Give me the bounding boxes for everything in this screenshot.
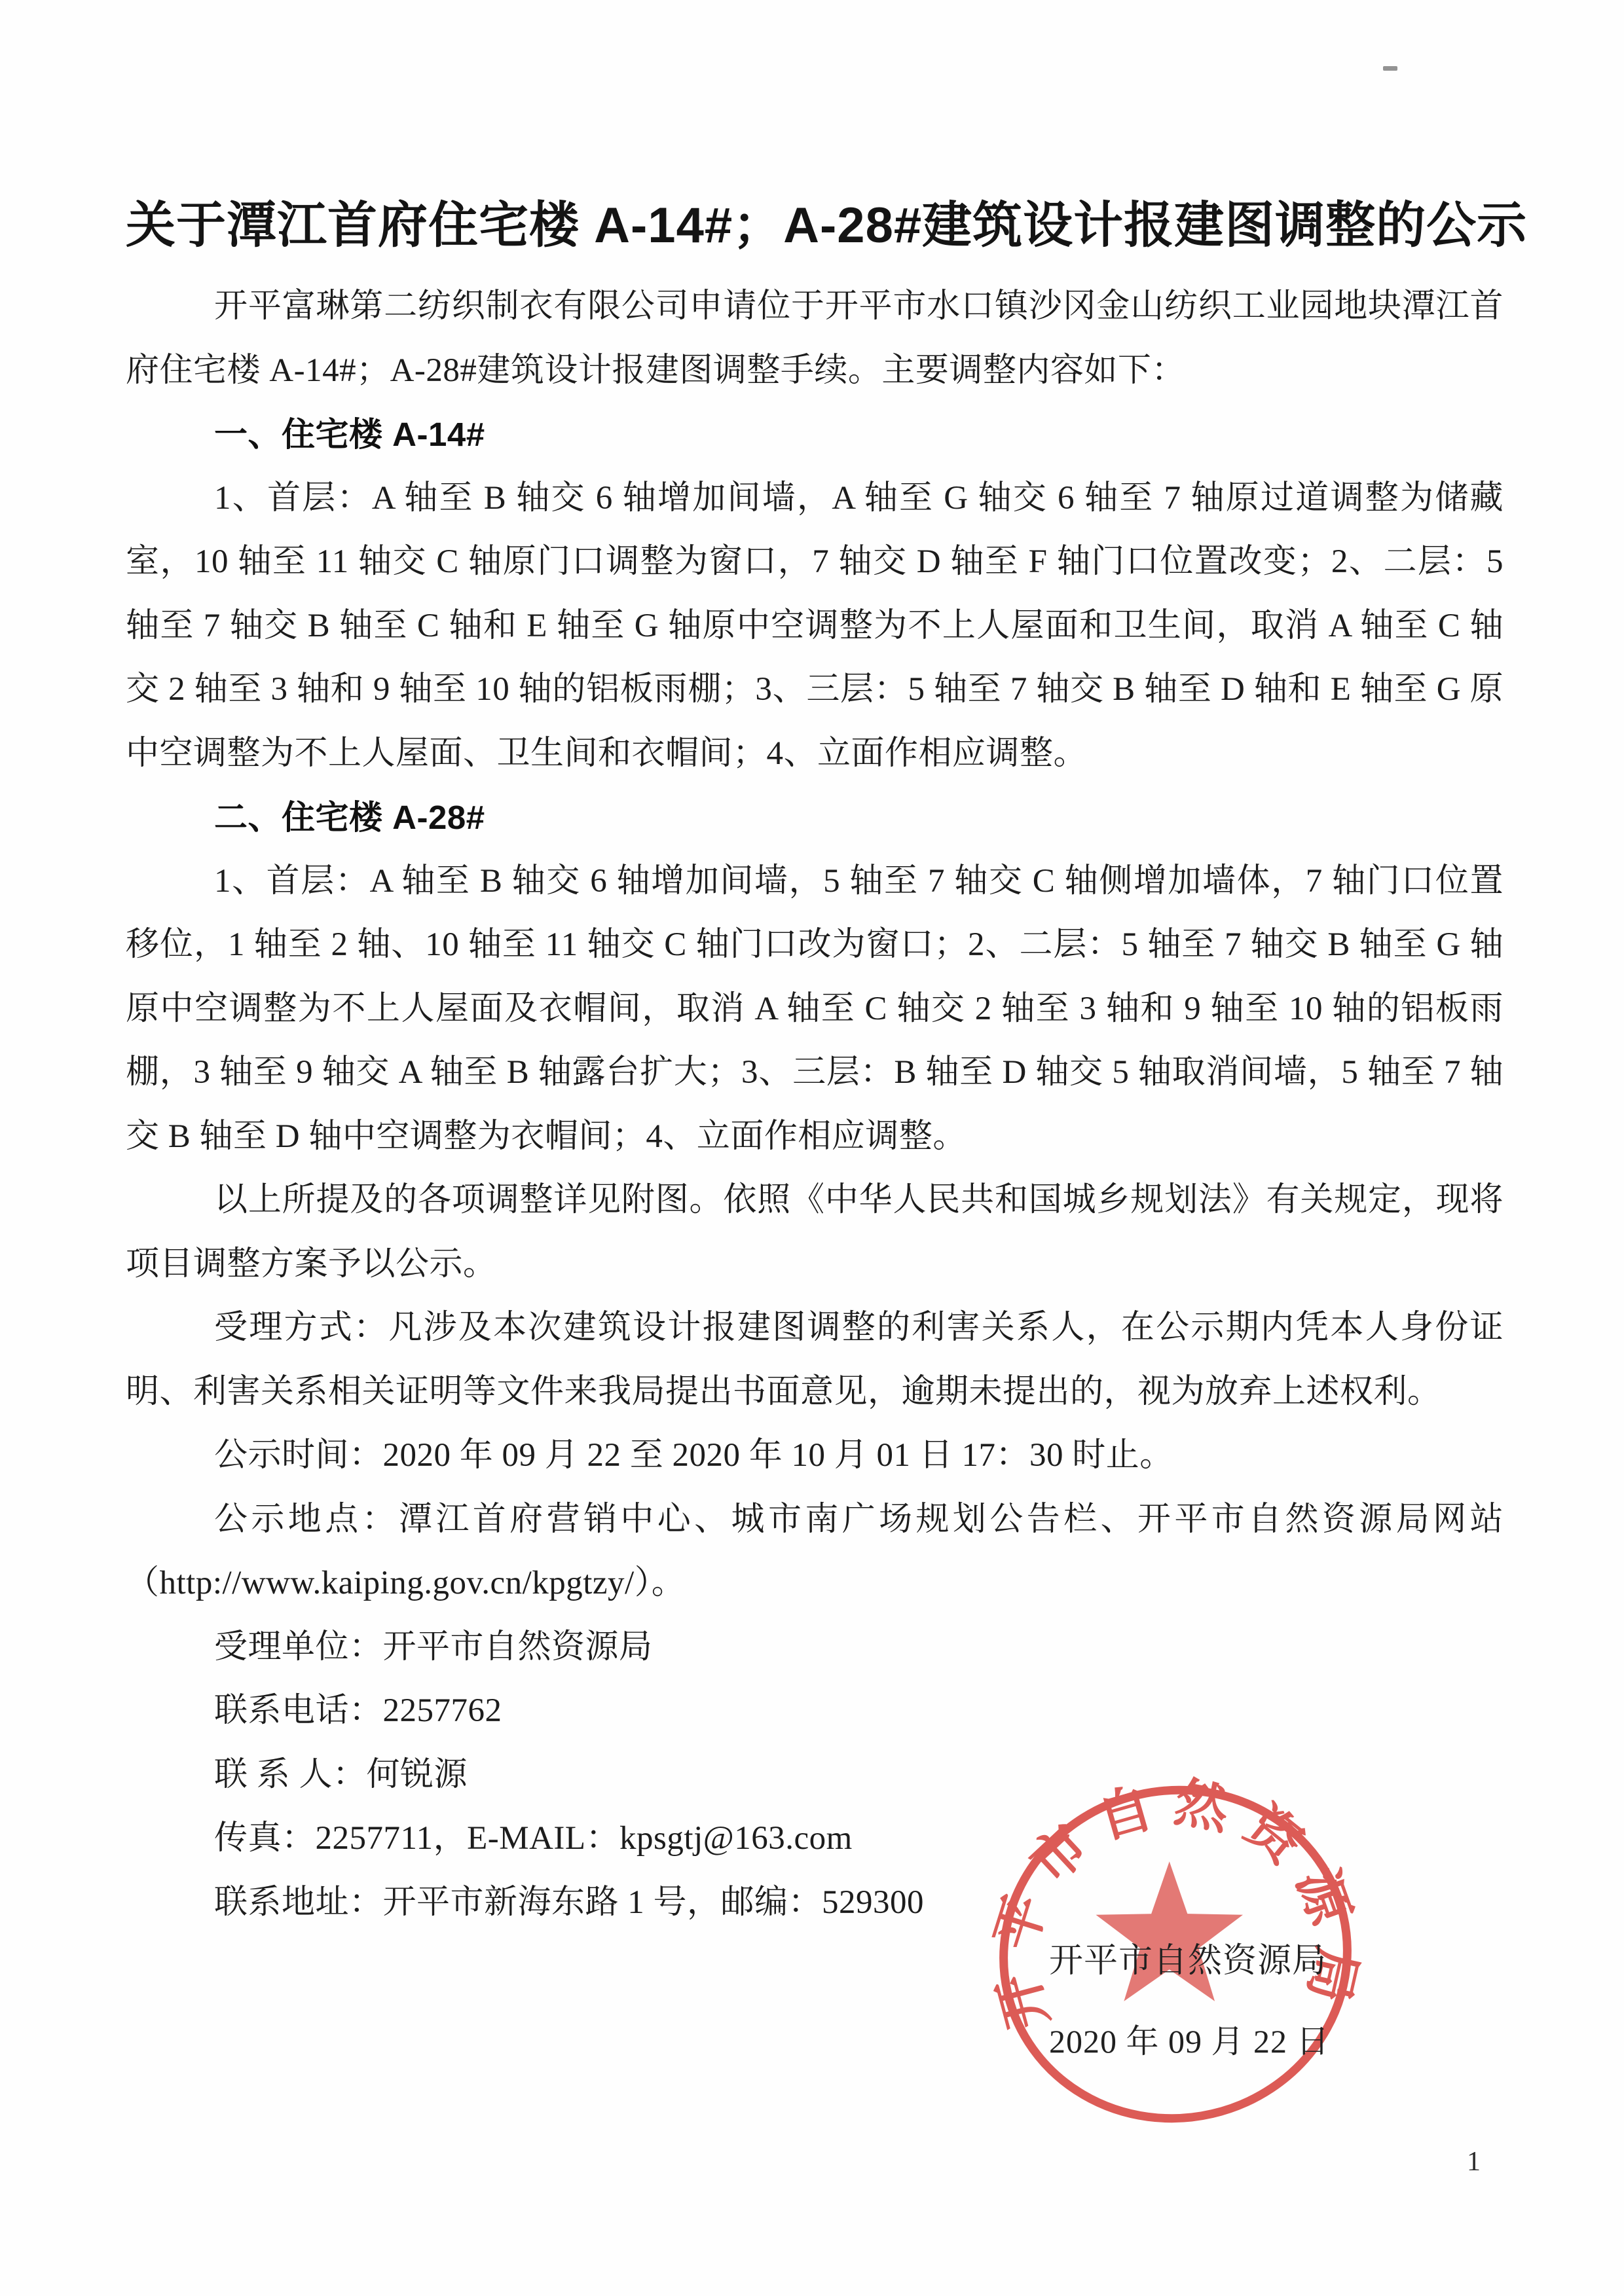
section-1-heading: 一、住宅楼 A-14# xyxy=(214,416,485,453)
contact-fax-line: 传真：2257711，E-MAIL：kpsgtj@163.com xyxy=(214,1820,853,1857)
page-number: 1 xyxy=(1467,2147,1481,2177)
contact-phone-line: 联系电话：2257762 xyxy=(214,1692,502,1729)
contact-unit-line: 受理单位：开平市自然资源局 xyxy=(214,1628,653,1666)
stamp-issuer-text: 开平市自然资源局 xyxy=(1049,1942,1327,1980)
stamp-arc-text: 开平市自然资源局 xyxy=(984,1772,1367,2035)
document-body xyxy=(126,177,1528,1935)
contact-address-line: 联系地址：开平市新海东路 1 号，邮编：529300 xyxy=(214,1884,925,1921)
section-2-body: 1、首层：A 轴至 B 轴交 6 轴增加间墙，5 轴至 7 轴交 C 轴侧增加墙体，7 轴门口位置移位，1 轴至 2 轴、10 轴至 11 轴交 C 轴门口改为窗口；2、二层：5 轴至 7 轴交 B 轴至 G 轴原中空调整为不上人屋面及衣帽间，取消 A 轴至 C 轴交 2 轴至 3 轴和 9 轴至 10 轴的铝板雨棚，3 轴至 9 轴交 A 轴至 B 轴露台扩大；3、三层：B 轴至 D 轴交 5 轴取消间墙，5 轴至 7 轴交 B 轴至 D 轴中空调整为衣帽间；4、立面作相应调整。 xyxy=(126,862,1504,1155)
section-2-heading: 二、住宅楼 A-28# xyxy=(214,799,485,836)
scan-artifact-mark xyxy=(1383,66,1397,71)
intro-paragraph: 开平富琳第二纺织制衣有限公司申请位于开平市水口镇沙冈金山纺织工业园地块潭江首府住宅楼 A-14#；A-28#建筑设计报建图调整手续。主要调整内容如下： xyxy=(126,288,1504,389)
closing-paragraph: 以上所提及的各项调整详见附图。依照《中华人民共和国城乡规划法》有关规定，现将项目调整方案予以公示。 xyxy=(126,1182,1504,1283)
publicity-time-line: 公示时间：2020 年 09 月 22 至 2020 年 10 月 01 日 17：30 时止。 xyxy=(214,1437,1173,1474)
section-1-body: 1、首层：A 轴至 B 轴交 6 轴增加间墙，A 轴至 G 轴交 6 轴至 7 轴原过道调整为储藏室，10 轴至 11 轴交 C 轴原门口调整为窗口，7 轴交 D 轴至 F 轴门口位置改变；2、二层：5 轴至 7 轴交 B 轴至 C 轴和 E 轴至 G 轴原中空调整为不上人屋面和卫生间，取消 A 轴至 C 轴交 2 轴至 3 轴和 9 轴至 10 轴的铝板雨棚；3、三层：5 轴至 7 轴交 B 轴至 D 轴和 E 轴至 G 原中空调整为不上人屋面、卫生间和衣帽间；4、立面作相应调整。 xyxy=(126,479,1504,772)
contact-person-line: 联 系 人：何锐源 xyxy=(214,1756,468,1793)
publicity-place-paragraph: 公示地点：潭江首府营销中心、城市南广场规划公告栏、开平市自然资源局网站（http://www.kaiping.gov.cn/kpgtzy/）。 xyxy=(126,1501,1504,1601)
acceptance-paragraph: 受理方式：凡涉及本次建筑设计报建图调整的利害关系人，在公示期内凭本人身份证明、利害关系相关证明等文件来我局提出书面意见，逾期未提出的，视为放弃上述权利。 xyxy=(126,1309,1504,1410)
stamp-date-text: 2020 年 09 月 22 日 xyxy=(1049,2023,1330,2060)
document-title: 关于潭江首府住宅楼 A-14#；A-28#建筑设计报建图调整的公示 xyxy=(126,198,1528,253)
